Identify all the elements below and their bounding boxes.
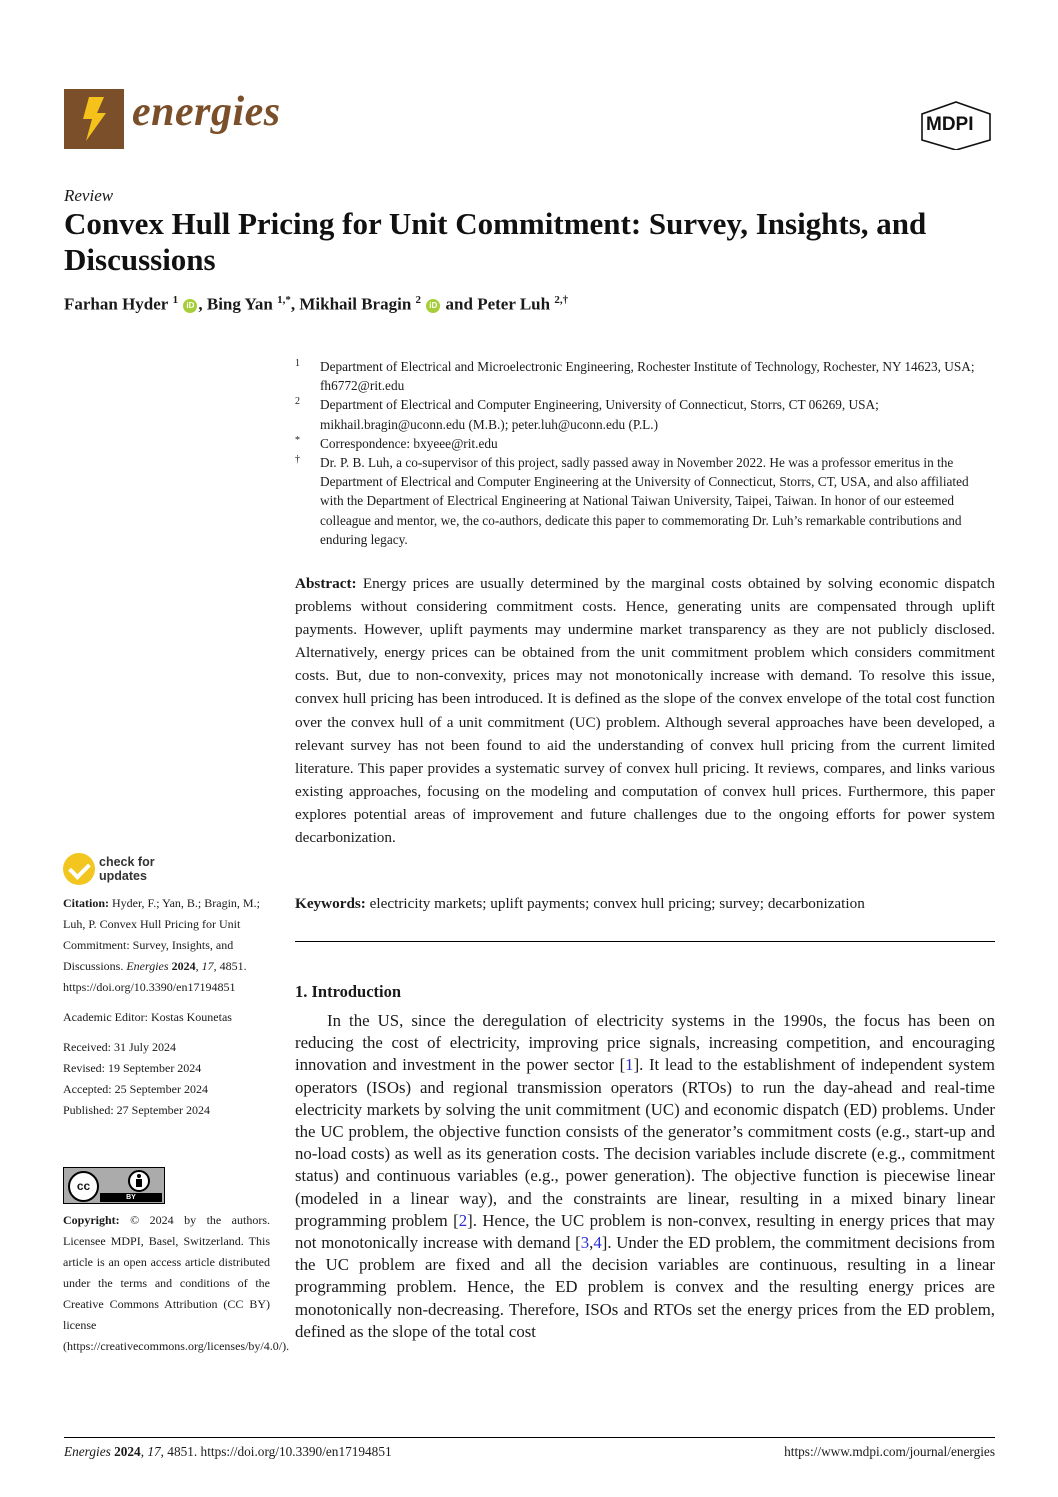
affiliation-mark: 2 — [295, 396, 300, 408]
affiliation-item — [295, 395, 995, 433]
citation-doi[interactable]: 4851. https://doi.org/10.3390/en17194851 — [63, 959, 247, 994]
date-published: Published: 27 September 2024 — [63, 1103, 210, 1117]
check-updates-line: check for — [99, 855, 155, 869]
abstract — [295, 572, 995, 849]
author-name[interactable]: Mikhail Bragin — [299, 294, 412, 314]
author-joiner: , — [198, 294, 207, 314]
footer-journal: Energies — [64, 1444, 111, 1459]
citation-link[interactable]: 3 — [580, 1233, 590, 1253]
date-revised: Revised: 19 September 2024 — [63, 1061, 202, 1075]
body-text: ]. Hence, the UC problem is non-convex, resulting in energy prices that may not monotonically increase with demand [ — [295, 1210, 996, 1253]
affiliation-mark: † — [295, 454, 300, 466]
author-affil-mark: 2 — [415, 294, 422, 306]
footer-journal-url[interactable]: https://www.mdpi.com/journal/energies — [784, 1444, 995, 1459]
publisher-logo[interactable] — [916, 100, 996, 150]
date-accepted: Accepted: 25 September 2024 — [63, 1082, 208, 1096]
body-text: ]. Under the ED problem, the commitment decisions from the UC problem are fixed and all the decision variables are continuous, resulting in a linear programming problem. Hence, the ED problem is convex and the resulting energy prices are monotonically non-decreasing. Therefore, ISOs and RTOs set the energy prices from the ED problem, defined as the slope of the total cost — [295, 1233, 995, 1341]
document-type: Review — [64, 186, 114, 205]
footer-divider — [64, 1437, 995, 1438]
citation-link[interactable]: 4 — [593, 1233, 602, 1253]
affiliation-item — [295, 357, 995, 395]
affiliation-item — [295, 453, 995, 549]
attribution-person-icon — [128, 1170, 150, 1192]
copyright-text: © 2024 by the authors. Licensee MDPI, Basel, Switzerland. This article is an open access article distributed under the terms and conditions of the Creative Commons Attribution (CC BY) license (https://creativecommons.org/licenses/by/4.0/). — [63, 1213, 290, 1353]
citation-year: 2024 — [171, 959, 196, 973]
section-heading: 1. Introduction — [295, 982, 402, 1001]
paper-title: Convex Hull Pricing for Unit Commitment: Survey, Insights, and Discussions — [64, 206, 927, 277]
date-received: Received: 31 July 2024 — [63, 1040, 176, 1054]
citation-link[interactable]: 2 — [458, 1210, 468, 1230]
affiliations — [295, 357, 995, 549]
citation-link[interactable]: 1 — [625, 1055, 634, 1075]
author-name[interactable]: Peter Luh — [477, 294, 551, 314]
abstract-text: Energy prices are usually determined by the marginal costs obtained by solving economic dispatch problems without considering commitment costs. Hence, generating units are compensated through uplift payments. However, uplift payments may undermine market transparency as they are not publicly disclosed. Alternatively, energy prices can be obtained from the unit commitment problem which considers commitment costs. But, due to non-convexity, prices may not monotonically increase with demand. To resolve this issue, convex hull pricing has been introduced. It is defined as the slope of the convex envelope of the total cost function over the convex hull of a unit commitment (UC) problem. Although several approaches have been developed, a relevant survey has not been found to aid the understanding of convex hull pricing from the current limited literature. This paper provides a systematic survey of convex hull pricing. It reviews, compares, and links various existing approaches, focusing on the modeling and computation of convex hull prices. Furthermore, this paper explores potential areas of improvement and future challenges due to the ongoing efforts for power system decarbonization. — [295, 575, 996, 847]
footer-volume: 17 — [147, 1444, 161, 1459]
introduction-paragraph — [295, 1010, 995, 1343]
footer-year: 2024 — [114, 1444, 141, 1459]
cc-icon: cc — [68, 1171, 99, 1202]
keywords-label: Keywords: — [295, 895, 366, 912]
sidebar-metadata — [63, 893, 266, 1121]
citation-journal: Energies — [126, 959, 169, 973]
citation-separator: , — [589, 1233, 594, 1253]
academic-editor: Academic Editor: Kostas Kounetas — [63, 1010, 232, 1024]
citation-block: Citation: Hyder, F.; Yan, B.; Bragin, M.; Luh, P. Convex Hull Pricing for Unit Commitment: Survey, Insights, and Discussions. Energies 2024, 17, 4851. https://doi.org/10.3390/en17194851 — [63, 896, 260, 994]
lightning-icon — [64, 89, 124, 149]
author-list — [64, 294, 568, 315]
body-text: In the US, since the deregulation of electricity systems in the 1990s, the focus has been on reducing the cost of electricity, improving price signals, increasing competition, and encouraging innovation and investment in the power sector [ — [295, 1011, 995, 1075]
check-for-updates-icon[interactable] — [63, 853, 95, 885]
author-affil-mark: 1,* — [277, 294, 291, 306]
affiliation-item — [295, 434, 995, 453]
affiliation-mark: * — [295, 434, 300, 446]
journal-logo — [64, 89, 124, 149]
affiliation-mark: 1 — [295, 358, 300, 369]
divider — [295, 941, 995, 942]
citation-text: Hyder, F.; Yan, B.; Bragin, M.; Luh, P. Convex Hull Pricing for Unit Commitment: Survey, Insights, and Discussions. — [63, 896, 260, 973]
author-name[interactable]: Bing Yan — [206, 294, 273, 314]
body-text: ]. It lead to the establishment of independent system operators (ISOs) and regional transmission operators (RTOs) to run the day-ahead and real-time electricity markets by solving the unit commitment (UC) and economic dispatch (ED) problems. Under the UC problem, the objective function consists of the generator’s commitment costs (e.g., start-up and no-load costs) as well as its generation costs. The decision variables include discrete (e.g., commitment status) and continuous variables (e.g., power generation). The objective function is piecewise linear (modeled in a linear way), and the constraints are linear, resulting in a mixed binary linear programming problem [ — [295, 1055, 995, 1230]
citation-label: Citation: — [63, 896, 109, 910]
dedication-note: Dr. P. B. Luh, a co-supervisor of this project, sadly passed away in November 2022. He was a professor emeritus in the Department of Electrical and Computer Engineering at the University of Connecticut, Storrs, CT, USA, and also affiliated with the Department of Electrical Engineering at National Taiwan University, Taipei, Taiwan. In honor of our esteemed colleague and mentor, we, the co-authors, dedicate this paper to commemorating Dr. Luh’s remarkable contributions and enduring legacy. — [320, 455, 969, 547]
footer-citation: Energies 2024, 17, 4851. https://doi.org/10.3390/en17194851 — [64, 1444, 392, 1459]
orcid-icon[interactable]: iD — [183, 299, 197, 313]
copyright-notice — [63, 1210, 290, 1357]
author-affil-mark: 2,† — [554, 294, 569, 306]
by-label: BY — [100, 1193, 162, 1202]
footer-doi[interactable]: , 4851. https://doi.org/10.3390/en17194851 — [160, 1444, 392, 1459]
check-updates-line: updates — [99, 869, 147, 883]
abstract-label: Abstract: — [295, 575, 357, 592]
journal-name[interactable]: energies — [132, 89, 281, 135]
keywords — [295, 893, 995, 915]
publisher-name: MDPI — [926, 114, 974, 135]
affiliation-text: Department of Electrical and Computer Engineering, University of Connecticut, Storrs, CT 06269, USA; mikhail.bragin@uconn.edu (M.B.); peter.luh@uconn.edu (P.L.) — [320, 397, 879, 432]
author-name[interactable]: Farhan Hyder — [64, 294, 169, 314]
copyright-label: Copyright: — [63, 1213, 120, 1227]
cc-by-license-badge[interactable] — [63, 1167, 165, 1204]
dates-block — [63, 1037, 266, 1121]
keywords-text: electricity markets; uplift payments; convex hull pricing; survey; decarbonization — [369, 895, 865, 912]
correspondence-text: Correspondence: bxyeee@rit.edu — [320, 435, 498, 451]
author-joiner: and — [441, 294, 478, 314]
orcid-icon[interactable]: iD — [426, 299, 440, 313]
check-for-updates-label[interactable] — [99, 855, 155, 883]
citation-volume: 17 — [201, 959, 214, 973]
author-joiner: , — [290, 294, 300, 314]
author-affil-mark: 1 — [172, 294, 179, 306]
affiliation-text: Department of Electrical and Microelectronic Engineering, Rochester Institute of Technology, Rochester, NY 14623, USA; fh6772@rit.edu — [320, 359, 975, 394]
